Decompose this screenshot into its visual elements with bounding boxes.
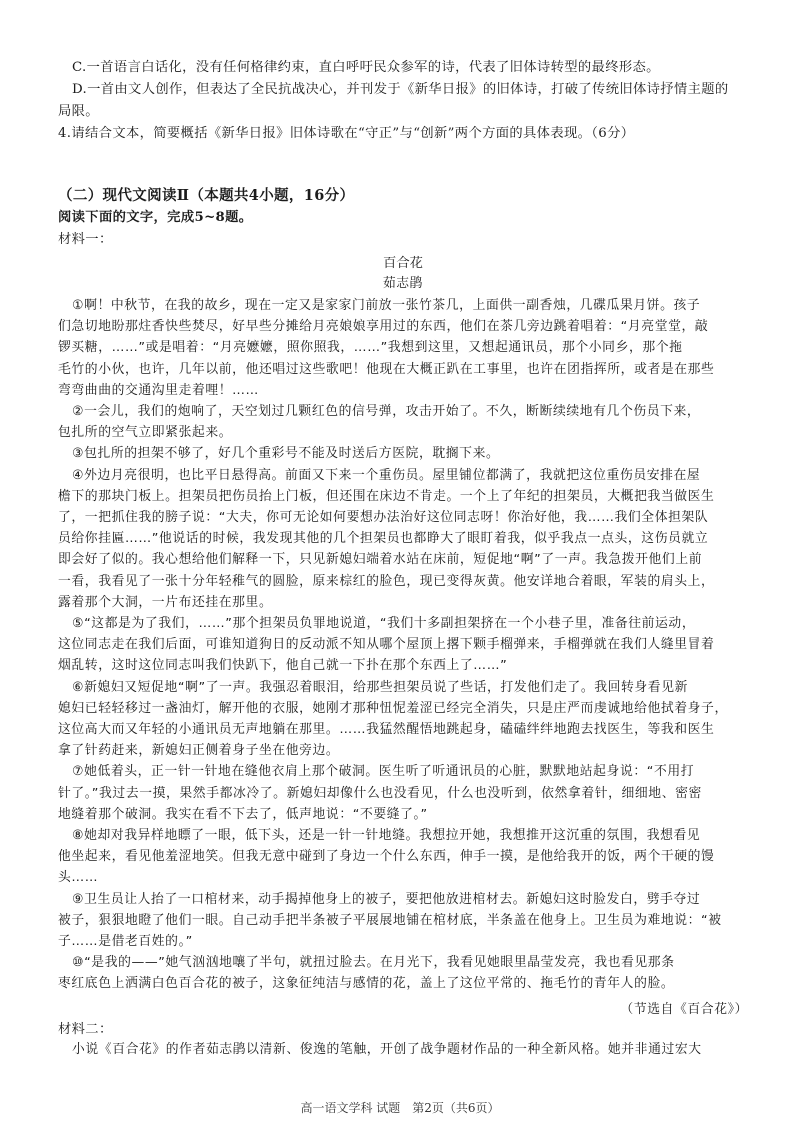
story-line: 包扎所的空气立即紧张起来。	[58, 425, 233, 441]
story-line: ①啊！中秋节，在我的故乡，现在一定又是家家门前放一张竹茶几，上面供一副香烛，几碟瓜果月饼。孩子	[72, 298, 701, 313]
story-line: 媳妇已轻轻移过一盏油灯，解开他的衣服，她刚才那种忸怩羞涩已经完全消失，只是庄严而虔诚地给他拭着身子，	[58, 700, 728, 716]
story-line: 针了。”我过去一摸，果然手都冰冷了。新媳妇却像什么也没看见，什么也没听到，依然拿着针，细细地、密密	[58, 785, 702, 801]
story-line: 枣红底色上洒满白色百合花的被子，这象征纯洁与感情的花，盖上了这位平常的、拖毛竹的青年人的脸。	[58, 976, 675, 992]
story-title: 百合花	[383, 256, 423, 271]
material2-label: 材料二：	[58, 1022, 113, 1037]
story-line: ⑨卫生员让人抬了一口棺材来，动手揭掉他身上的被子，要把他放进棺材去。新媳妇这时脸发白，劈手夺过	[72, 891, 701, 907]
story-line: 这位高大而又年轻的小通讯员无声地躺在那里。……我猛然醒悟地跳起身，磕磕绊绊地跑去找医生，等我和医生	[58, 722, 715, 737]
story-line: ②一会儿，我们的炮响了，天空划过几颗红色的信号弹，攻击开始了。不久，断断续续地有几个伤员下来，	[72, 404, 701, 419]
story-line: ④外边月亮很明，也比平日悬得高。前面又下来一个重伤员。屋里铺位都满了，我就把这位重伤员安排在屋	[72, 467, 701, 483]
story-author: 茹志鹃	[382, 276, 424, 291]
source-note: （节选自《百合花》）	[620, 1002, 748, 1017]
story-line: 锣买糖，……”或是唱着：“月亮嬷嬷，照你照我，……”我想到这里，又想起通讯员，那个小同乡，那个拖	[58, 340, 683, 356]
story-line: ③包扎所的担架不够了，好几个重彩号不能及时送后方医院，耽搁下来。	[72, 446, 500, 462]
story-line: 他坐起来，看见他羞涩地笑。但我无意中碰到了身边一个什么东西，伸手一摸，是他给我开的饭，两个干硬的馒	[58, 849, 715, 865]
story-line: ⑩“是我的——”她气汹汹地嚷了半句，就扭过脸去。在月光下，我看见她眼里晶莹发亮，我也看见那条	[72, 955, 675, 971]
section-heading: （二）现代文阅读Ⅱ（本题共4小题，16分）	[58, 187, 355, 204]
section-instruction: 阅读下面的文字，完成5~8题。	[58, 210, 253, 225]
story-line: 即会好了似的。我心想给他们解释一下，只见新媳妇端着水站在床前，短促地“啊”了一声。我急拨开他们上前	[58, 552, 703, 568]
story-line: 被子，狠狠地瞪了他们一眼。自己动手把半条被子平展展地铺在棺材底，半条盖在他身上。卫生员为难地说：“被	[58, 912, 722, 928]
story-line: 头……	[58, 870, 99, 886]
question-4: 4.请结合文本，简要概括《新华日报》旧体诗歌在“守正”与“创新”两个方面的具体表现。（6分）	[58, 126, 635, 141]
story-line: 弯弯曲曲的交通沟里走着哩！……	[58, 382, 259, 398]
story-line: ⑥新媳妇又短促地“啊”了一声。我强忍着眼泪，给那些担架员说了些话，打发他们走了。我回转身看见新	[72, 679, 688, 695]
story-line: 员给你挂匾……”他说话的时候，我发现其他的几个担架员也都睁大了眼盯着我，似乎我点一点头，这伤员就立	[58, 531, 709, 547]
story-line: ⑦她低着头，正一针一针地在缝他衣肩上那个破洞。医生听了听通讯员的心脏，默默地站起身说：“不用打	[72, 764, 695, 780]
story-line: 子……是借老百姓的。”	[58, 934, 193, 949]
story-line: 檐下的那块门板上。担架员把伤员抬上门板，但还围在床边不肯走。一个上了年纪的担架员，大概把我当做医生	[58, 488, 715, 504]
page-footer: 高一语文学科 试题 第2页（共6页）	[300, 1101, 500, 1115]
story-line: ⑧她却对我异样地瞟了一眼，低下头，还是一针一针地缝。我想拉开她，我想推开这沉重的氛围，我想看见	[72, 828, 701, 843]
story-line: ⑤“这都是为了我们，……”那个担架员负罪地说道，“我们十多副担架挤在一个小巷子里，准备往前运动，	[72, 616, 696, 631]
story-line: 地缝着那个破洞。我实在看不下去了，低声地说：“不要缝了。”	[58, 806, 428, 822]
story-line: 了，一把抓住我的膀子说：“大夫，你可无论如何要想办法治好这位同志呀！你治好他，我……我们全体担架队	[58, 510, 709, 525]
material2-first-line: 小说《百合花》的作者茹志鹃以清新、俊逸的笔触，开创了战争题材作品的一种全新风格。她并非通过宏大	[72, 1042, 702, 1057]
story-line: 露着那个大洞，一片布还挂在那里。	[58, 594, 273, 610]
story-line: 这位同志走在我们后面，可谁知道狗日的反动派不知从哪个屋顶上撂下颗手榴弹来，手榴弹就在我们人缝里冒着	[58, 637, 715, 653]
option-c: C.一首语言白话化，没有任何格律约束，直白呼吁民众参军的诗，代表了旧体诗转型的最终形态。	[72, 60, 660, 75]
story-line: 一看，我看见了一张十分年轻稚气的圆脸，原来棕红的脸色，现已变得灰黄。他安详地合着眼，军装的肩头上，	[58, 573, 715, 589]
story-line: 烟乱转，这时这位同志叫我们快趴下，他自己就一下扑在那个东西上了……”	[58, 658, 508, 674]
option-d-line1: D.一首由文人创作，但表达了全民抗战决心，并刊发于《新华日报》的旧体诗，打破了传统旧体诗抒情主题的	[72, 82, 729, 97]
story-line: 毛竹的小伙，也许，几年以前，他还唱过这些歌吧！他现在大概正趴在工事里，也许在团指挥所，或者是在那些	[58, 361, 715, 377]
option-d-line2: 局限。	[58, 104, 99, 119]
story-line: 们急切地盼那炷香快些焚尽，好早些分摊给月亮娘娘享用过的东西，他们在茶几旁边跳着唱着：“月亮堂堂，敲	[58, 319, 709, 335]
story-line: 拿了针药赶来，新媳妇正侧着身子坐在他旁边。	[58, 743, 340, 759]
material1-label: 材料一：	[58, 232, 113, 247]
